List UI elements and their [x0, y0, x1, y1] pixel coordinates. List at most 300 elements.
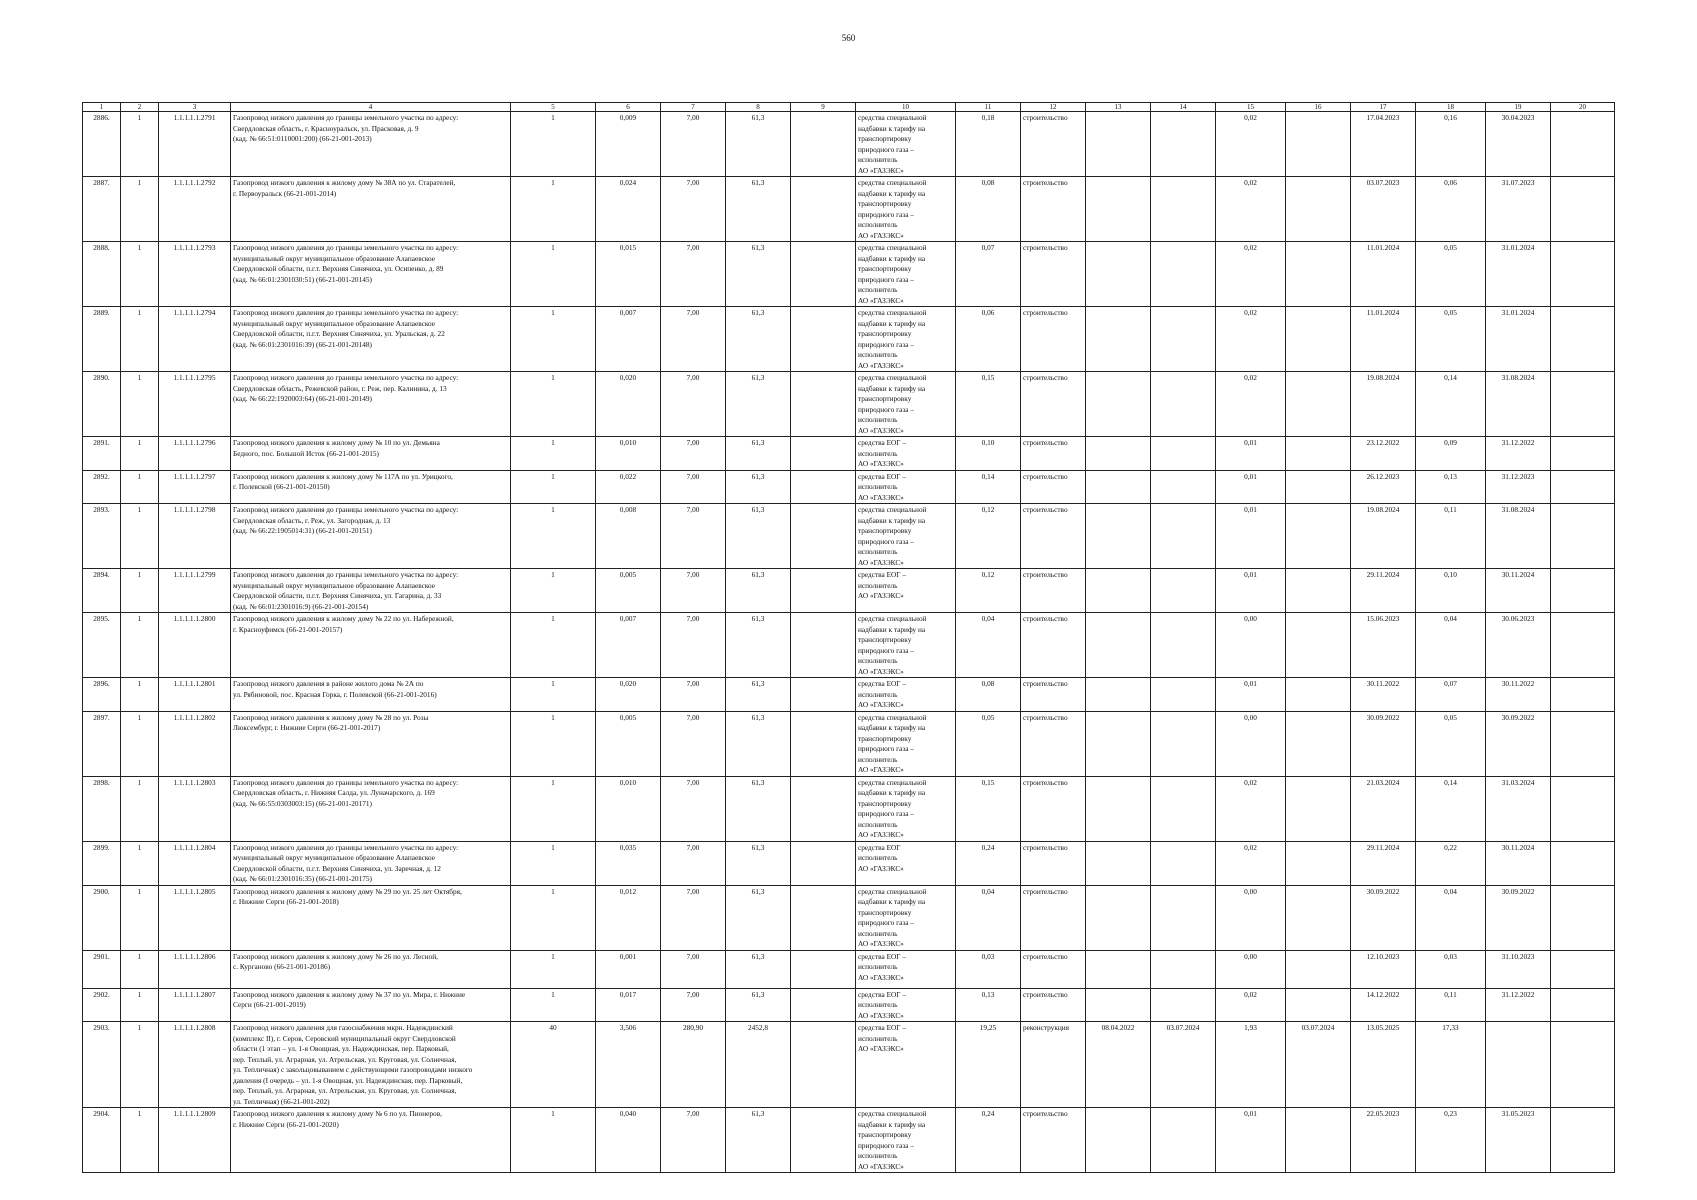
description-cell: Газопровод низкого давления к жилому дому № 26 по ул. Лесной, с. Курганово (66-21-001-20186): [231, 950, 511, 988]
header-row: [83, 103, 1615, 112]
commission-date-cell: 21.03.2024: [1351, 776, 1416, 841]
row-number-cell: 2904.: [83, 1108, 121, 1173]
col9-cell: [791, 177, 856, 242]
col20-cell: [1551, 372, 1615, 437]
col15-cell: 0,00: [1216, 613, 1286, 678]
col9-cell: [791, 504, 856, 569]
col15-cell: 0,00: [1216, 950, 1286, 988]
end-date-cell: [1151, 504, 1216, 569]
start-date-cell: [1086, 678, 1151, 712]
table-row: [83, 112, 1615, 177]
diameter-cell: 7,00: [661, 613, 726, 678]
funding-source-cell: средства ЕОГ – исполнитель АО «ГАЗЭКС»: [856, 470, 956, 504]
col15-cell: 0,00: [1216, 885, 1286, 950]
start-date-cell: [1086, 950, 1151, 988]
commission-date-cell: 22.05.2023: [1351, 1108, 1416, 1173]
col9-cell: [791, 1022, 856, 1108]
col9-cell: [791, 885, 856, 950]
diameter-cell: 7,00: [661, 470, 726, 504]
completion-date-cell: 31.12.2022: [1486, 988, 1551, 1022]
funding-source-cell: средства специальной надбавки к тарифу на транспортировку природного газа – исполнитель АО «ГАЗЭКС»: [856, 776, 956, 841]
col15-cell: 0,01: [1216, 437, 1286, 471]
col15-cell: 0,01: [1216, 504, 1286, 569]
length-cell: 0,024: [596, 177, 661, 242]
commission-date-cell: 12.10.2023: [1351, 950, 1416, 988]
description-cell: Газопровод низкого давления до границы земельного участка по адресу: муниципальный округ муниципальное образование Алапаевское Свердловской области, п.г.т. Верхняя Синячиха, ул. Заречная, д. 12 (кад. № 66:01:2301016:35) (66-21-001-20175): [231, 841, 511, 885]
funding-source-cell: средства ЕОГ исполнитель АО «ГАЗЭКС»: [856, 841, 956, 885]
work-type-cell: строительство: [1021, 711, 1086, 776]
end-date-cell: [1151, 470, 1216, 504]
col15-cell: 0,01: [1216, 569, 1286, 613]
completion-date-cell: 31.08.2024: [1486, 504, 1551, 569]
quantity-cell: 1: [511, 242, 596, 307]
col18-cell: 0,04: [1416, 885, 1486, 950]
col18-cell: 0,05: [1416, 307, 1486, 372]
column-header: 14: [1151, 103, 1216, 112]
funding-source-cell: средства ЕОГ – исполнитель АО «ГАЗЭКС»: [856, 1022, 956, 1108]
work-type-cell: строительство: [1021, 177, 1086, 242]
col16-cell: [1286, 437, 1351, 471]
col2-cell: 1: [121, 242, 159, 307]
completion-date-cell: 31.01.2024: [1486, 307, 1551, 372]
completion-date-cell: 30.11.2024: [1486, 569, 1551, 613]
description-cell: Газопровод низкого давления до границы земельного участка по адресу: Свердловская область, г. Нижняя Салда, ул. Луначарского, д. 169 (кад. № 66:55:0303003:15) (66-21-001-20171): [231, 776, 511, 841]
funding-source-cell: средства специальной надбавки к тарифу на транспортировку природного газа – исполнитель АО «ГАЗЭКС»: [856, 504, 956, 569]
diameter-cell: 7,00: [661, 885, 726, 950]
commission-date-cell: 13.05.2025: [1351, 1022, 1416, 1108]
code-cell: 1.1.1.1.1.2806: [159, 950, 231, 988]
col9-cell: [791, 1108, 856, 1173]
completion-date-cell: 30.06.2023: [1486, 613, 1551, 678]
column-header: 17: [1351, 103, 1416, 112]
column-header: 7: [661, 103, 726, 112]
completion-date-cell: 31.05.2023: [1486, 1108, 1551, 1173]
column-header: 4: [231, 103, 511, 112]
start-date-cell: [1086, 470, 1151, 504]
work-type-cell: строительство: [1021, 1108, 1086, 1173]
col15-cell: 0,01: [1216, 470, 1286, 504]
col18-cell: 0,11: [1416, 988, 1486, 1022]
col2-cell: 1: [121, 950, 159, 988]
work-type-cell: строительство: [1021, 841, 1086, 885]
column-header: 6: [596, 103, 661, 112]
column-header: 13: [1086, 103, 1151, 112]
cost-cell: 0,12: [956, 504, 1021, 569]
table-row: [83, 504, 1615, 569]
diameter-cell: 7,00: [661, 776, 726, 841]
length-cell: 3,506: [596, 1022, 661, 1108]
col2-cell: 1: [121, 885, 159, 950]
code-cell: 1.1.1.1.1.2797: [159, 470, 231, 504]
capacity-cell: 61,3: [726, 569, 791, 613]
row-number-cell: 2901.: [83, 950, 121, 988]
commission-date-cell: 19.08.2024: [1351, 372, 1416, 437]
completion-date-cell: 31.03.2024: [1486, 776, 1551, 841]
quantity-cell: 1: [511, 437, 596, 471]
col20-cell: [1551, 470, 1615, 504]
code-cell: 1.1.1.1.1.2805: [159, 885, 231, 950]
code-cell: 1.1.1.1.1.2803: [159, 776, 231, 841]
col2-cell: 1: [121, 613, 159, 678]
completion-date-cell: 30.11.2024: [1486, 841, 1551, 885]
code-cell: 1.1.1.1.1.2798: [159, 504, 231, 569]
col16-cell: [1286, 1108, 1351, 1173]
col9-cell: [791, 711, 856, 776]
completion-date-cell: 31.12.2022: [1486, 437, 1551, 471]
row-number-cell: 2892.: [83, 470, 121, 504]
capacity-cell: 61,3: [726, 242, 791, 307]
col20-cell: [1551, 988, 1615, 1022]
end-date-cell: [1151, 242, 1216, 307]
row-number-cell: 2900.: [83, 885, 121, 950]
start-date-cell: [1086, 112, 1151, 177]
end-date-cell: [1151, 372, 1216, 437]
table-row: [83, 177, 1615, 242]
end-date-cell: 03.07.2024: [1151, 1022, 1216, 1108]
code-cell: 1.1.1.1.1.2809: [159, 1108, 231, 1173]
work-type-cell: строительство: [1021, 988, 1086, 1022]
code-cell: 1.1.1.1.1.2799: [159, 569, 231, 613]
col20-cell: [1551, 950, 1615, 988]
start-date-cell: [1086, 885, 1151, 950]
col20-cell: [1551, 307, 1615, 372]
cost-cell: 0,14: [956, 470, 1021, 504]
completion-date-cell: 30.09.2022: [1486, 885, 1551, 950]
capacity-cell: 61,3: [726, 437, 791, 471]
capacity-cell: 61,3: [726, 776, 791, 841]
quantity-cell: 1: [511, 885, 596, 950]
description-cell: Газопровод низкого давления для газоснабжения мкрн. Надеждинский (комплекс II), г. Серов, Серовский муниципальный округ Свердловской области (1 этап – ул. 1-я Овощная, ул. Надеждинская, пер. Парковый, пер. Теплый, ул. Аграрная, ул. Атрельская, ул. Круговая, ул. Солнечная, ул. Тепличная) с закольцовыванием с действующими газопроводами низкого давления (I очередь – ул. 1-я Овощная, ул. Надеждинская, пер. Парковый, пер. Теплый, ул. Аграрная, ул. Атрельская, ул. Круговая, ул. Солнечная, ул. Тепличная) (66-21-001-202): [231, 1022, 511, 1108]
diameter-cell: 7,00: [661, 112, 726, 177]
commission-date-cell: 14.12.2022: [1351, 988, 1416, 1022]
cost-cell: 0,18: [956, 112, 1021, 177]
diameter-cell: 280,90: [661, 1022, 726, 1108]
commission-date-cell: 30.09.2022: [1351, 885, 1416, 950]
col2-cell: 1: [121, 1022, 159, 1108]
cost-cell: 0,06: [956, 307, 1021, 372]
page-number: 560: [841, 33, 856, 43]
cost-cell: 0,24: [956, 1108, 1021, 1173]
diameter-cell: 7,00: [661, 711, 726, 776]
col9-cell: [791, 613, 856, 678]
commission-date-cell: 29.11.2024: [1351, 569, 1416, 613]
capacity-cell: 61,3: [726, 988, 791, 1022]
row-number-cell: 2899.: [83, 841, 121, 885]
col15-cell: 0,02: [1216, 988, 1286, 1022]
col15-cell: 0,01: [1216, 678, 1286, 712]
col18-cell: 0,06: [1416, 177, 1486, 242]
length-cell: 0,017: [596, 988, 661, 1022]
start-date-cell: [1086, 569, 1151, 613]
column-header: 3: [159, 103, 231, 112]
col2-cell: 1: [121, 112, 159, 177]
length-cell: 0,005: [596, 711, 661, 776]
cost-cell: 0,08: [956, 177, 1021, 242]
length-cell: 0,001: [596, 950, 661, 988]
col15-cell: 0,01: [1216, 1108, 1286, 1173]
work-type-cell: строительство: [1021, 470, 1086, 504]
capacity-cell: 61,3: [726, 470, 791, 504]
end-date-cell: [1151, 841, 1216, 885]
completion-date-cell: 31.07.2023: [1486, 177, 1551, 242]
diameter-cell: 7,00: [661, 569, 726, 613]
col2-cell: 1: [121, 504, 159, 569]
col16-cell: [1286, 841, 1351, 885]
commission-date-cell: 26.12.2023: [1351, 470, 1416, 504]
table-row: [83, 242, 1615, 307]
description-cell: Газопровод низкого давления до границы земельного участка по адресу: Свердловская область, г. Реж, ул. Загородная, д. 13 (кад. № 66:22:1905014:31) (66-21-001-20151): [231, 504, 511, 569]
col18-cell: 0,13: [1416, 470, 1486, 504]
col18-cell: 0,14: [1416, 372, 1486, 437]
row-number-cell: 2887.: [83, 177, 121, 242]
diameter-cell: 7,00: [661, 437, 726, 471]
col9-cell: [791, 242, 856, 307]
description-cell: Газопровод низкого давления к жилому дому № 22 по ул. Набережной, г. Красноуфимск (66-21-001-20157): [231, 613, 511, 678]
description-cell: Газопровод низкого давления к жилому дому № 29 по ул. 25 лет Октября, г. Нижние Серги (66-21-001-2018): [231, 885, 511, 950]
capacity-cell: 61,3: [726, 372, 791, 437]
col15-cell: 0,02: [1216, 112, 1286, 177]
col9-cell: [791, 112, 856, 177]
col20-cell: [1551, 242, 1615, 307]
col15-cell: 0,02: [1216, 242, 1286, 307]
length-cell: 0,015: [596, 242, 661, 307]
description-cell: Газопровод низкого давления к жилому дому № 28 по ул. Розы Люксембург, г. Нижние Серги (66-21-001-2017): [231, 711, 511, 776]
column-header: 10: [856, 103, 956, 112]
end-date-cell: [1151, 112, 1216, 177]
capacity-cell: 61,3: [726, 841, 791, 885]
code-cell: 1.1.1.1.1.2793: [159, 242, 231, 307]
start-date-cell: [1086, 1108, 1151, 1173]
capacity-cell: 61,3: [726, 177, 791, 242]
quantity-cell: 40: [511, 1022, 596, 1108]
col20-cell: [1551, 1022, 1615, 1108]
col2-cell: 1: [121, 711, 159, 776]
work-type-cell: строительство: [1021, 307, 1086, 372]
funding-source-cell: средства специальной надбавки к тарифу на транспортировку природного газа – исполнитель АО «ГАЗЭКС»: [856, 112, 956, 177]
description-cell: Газопровод низкого давления до границы земельного участка по адресу: Свердловская область, г. Красноуральск, ул. Прасковая, д. 9 (кад. № 66:51:0110001:200) (66-21-001-2013): [231, 112, 511, 177]
col16-cell: [1286, 885, 1351, 950]
description-cell: Газопровод низкого давления к жилому дому № 37 по ул. Мира, г. Нижние Серги (66-21-001-2019): [231, 988, 511, 1022]
length-cell: 0,007: [596, 613, 661, 678]
work-type-cell: строительство: [1021, 504, 1086, 569]
quantity-cell: 1: [511, 1108, 596, 1173]
col20-cell: [1551, 841, 1615, 885]
col18-cell: 0,23: [1416, 1108, 1486, 1173]
col15-cell: 0,02: [1216, 841, 1286, 885]
col15-cell: 0,02: [1216, 372, 1286, 437]
start-date-cell: [1086, 437, 1151, 471]
code-cell: 1.1.1.1.1.2802: [159, 711, 231, 776]
col15-cell: 0,02: [1216, 307, 1286, 372]
col20-cell: [1551, 678, 1615, 712]
start-date-cell: [1086, 841, 1151, 885]
capacity-cell: 61,3: [726, 307, 791, 372]
length-cell: 0,012: [596, 885, 661, 950]
row-number-cell: 2896.: [83, 678, 121, 712]
data-table: [82, 102, 1615, 1173]
funding-source-cell: средства специальной надбавки к тарифу на транспортировку природного газа – исполнитель АО «ГАЗЭКС»: [856, 242, 956, 307]
col16-cell: [1286, 470, 1351, 504]
funding-source-cell: средства специальной надбавки к тарифу на транспортировку природного газа – исполнитель АО «ГАЗЭКС»: [856, 613, 956, 678]
table-row: [83, 711, 1615, 776]
cost-cell: 19,25: [956, 1022, 1021, 1108]
cost-cell: 0,13: [956, 988, 1021, 1022]
col18-cell: 0,05: [1416, 711, 1486, 776]
description-cell: Газопровод низкого давления к жилому дому № 38А по ул. Старателей, г. Первоуральск (66-21-001-2014): [231, 177, 511, 242]
col16-cell: [1286, 711, 1351, 776]
col20-cell: [1551, 504, 1615, 569]
commission-date-cell: 30.09.2022: [1351, 711, 1416, 776]
table-row: [83, 988, 1615, 1022]
work-type-cell: строительство: [1021, 885, 1086, 950]
column-header: 11: [956, 103, 1021, 112]
length-cell: 0,005: [596, 569, 661, 613]
description-cell: Газопровод низкого давления до границы земельного участка по адресу: муниципальный округ муниципальное образование Алапаевское Свердловской области, п.г.т. Верхняя Синячиха, ул. Осипенко, д. 89 (кад. № 66:01:2301030:51) (66-21-001-20145): [231, 242, 511, 307]
col18-cell: 0,14: [1416, 776, 1486, 841]
column-header: 20: [1551, 103, 1615, 112]
col20-cell: [1551, 885, 1615, 950]
table-row: [83, 841, 1615, 885]
end-date-cell: [1151, 307, 1216, 372]
col16-cell: [1286, 613, 1351, 678]
cost-cell: 0,10: [956, 437, 1021, 471]
length-cell: 0,040: [596, 1108, 661, 1173]
col18-cell: 0,16: [1416, 112, 1486, 177]
cost-cell: 0,07: [956, 242, 1021, 307]
col18-cell: 0,22: [1416, 841, 1486, 885]
end-date-cell: [1151, 437, 1216, 471]
description-cell: Газопровод низкого давления до границы земельного участка по адресу: муниципальный округ муниципальное образование Алапаевское Свердловской области, п.г.т. Верхняя Синячиха, ул. Уральская, д. 22 (кад. № 66:01:2301016:39) (66-21-001-20148): [231, 307, 511, 372]
code-cell: 1.1.1.1.1.2792: [159, 177, 231, 242]
cost-cell: 0,12: [956, 569, 1021, 613]
column-header: 1: [83, 103, 121, 112]
description-cell: Газопровод низкого давления к жилому дому № 117А по ул. Урицкого, г. Полевской (66-21-001-20150): [231, 470, 511, 504]
table-row: [83, 613, 1615, 678]
row-number-cell: 2886.: [83, 112, 121, 177]
completion-date-cell: 31.08.2024: [1486, 372, 1551, 437]
quantity-cell: 1: [511, 776, 596, 841]
table-row: [83, 372, 1615, 437]
diameter-cell: 7,00: [661, 1108, 726, 1173]
start-date-cell: [1086, 776, 1151, 841]
row-number-cell: 2894.: [83, 569, 121, 613]
col20-cell: [1551, 613, 1615, 678]
cost-cell: 0,15: [956, 776, 1021, 841]
table-row: [83, 437, 1615, 471]
col16-cell: [1286, 112, 1351, 177]
col16-cell: [1286, 950, 1351, 988]
table-row: [83, 470, 1615, 504]
col16-cell: [1286, 307, 1351, 372]
cost-cell: 0,24: [956, 841, 1021, 885]
col18-cell: 0,11: [1416, 504, 1486, 569]
col9-cell: [791, 678, 856, 712]
col9-cell: [791, 372, 856, 437]
code-cell: 1.1.1.1.1.2795: [159, 372, 231, 437]
description-cell: Газопровод низкого давления к жилому дому № 6 по ул. Пионеров, г. Нижние Серги (66-21-001-2020): [231, 1108, 511, 1173]
col18-cell: 17,33: [1416, 1022, 1486, 1108]
diameter-cell: 7,00: [661, 678, 726, 712]
col16-cell: [1286, 177, 1351, 242]
column-header: 2: [121, 103, 159, 112]
col2-cell: 1: [121, 776, 159, 841]
end-date-cell: [1151, 1108, 1216, 1173]
end-date-cell: [1151, 711, 1216, 776]
funding-source-cell: средства специальной надбавки к тарифу на транспортировку природного газа – исполнитель АО «ГАЗЭКС»: [856, 885, 956, 950]
work-type-cell: строительство: [1021, 242, 1086, 307]
col20-cell: [1551, 112, 1615, 177]
quantity-cell: 1: [511, 504, 596, 569]
start-date-cell: [1086, 177, 1151, 242]
completion-date-cell: 31.10.2023: [1486, 950, 1551, 988]
column-header: 15: [1216, 103, 1286, 112]
end-date-cell: [1151, 569, 1216, 613]
end-date-cell: [1151, 776, 1216, 841]
row-number-cell: 2890.: [83, 372, 121, 437]
cost-cell: 0,05: [956, 711, 1021, 776]
col18-cell: 0,09: [1416, 437, 1486, 471]
completion-date-cell: [1486, 1022, 1551, 1108]
col2-cell: 1: [121, 470, 159, 504]
code-cell: 1.1.1.1.1.2796: [159, 437, 231, 471]
cost-cell: 0,04: [956, 885, 1021, 950]
col9-cell: [791, 437, 856, 471]
capacity-cell: 61,3: [726, 112, 791, 177]
quantity-cell: 1: [511, 112, 596, 177]
table-row: [83, 885, 1615, 950]
table-row: [83, 776, 1615, 841]
row-number-cell: 2889.: [83, 307, 121, 372]
funding-source-cell: средства ЕОГ – исполнитель АО «ГАЗЭКС»: [856, 678, 956, 712]
description-cell: Газопровод низкого давления до границы земельного участка по адресу: Свердловская область, Режевской район, г. Реж, пер. Калинина, д. 13 (кад. № 66:22:1920003:64) (66-21-001-20149): [231, 372, 511, 437]
col15-cell: 0,00: [1216, 711, 1286, 776]
funding-source-cell: средства ЕОГ – исполнитель АО «ГАЗЭКС»: [856, 437, 956, 471]
diameter-cell: 7,00: [661, 950, 726, 988]
col15-cell: 0,02: [1216, 776, 1286, 841]
length-cell: 0,035: [596, 841, 661, 885]
end-date-cell: [1151, 885, 1216, 950]
column-header: 8: [726, 103, 791, 112]
funding-source-cell: средства специальной надбавки к тарифу на транспортировку природного газа – исполнитель АО «ГАЗЭКС»: [856, 1108, 956, 1173]
completion-date-cell: 30.04.2023: [1486, 112, 1551, 177]
diameter-cell: 7,00: [661, 177, 726, 242]
start-date-cell: [1086, 504, 1151, 569]
start-date-cell: [1086, 307, 1151, 372]
quantity-cell: 1: [511, 307, 596, 372]
end-date-cell: [1151, 678, 1216, 712]
quantity-cell: 1: [511, 470, 596, 504]
quantity-cell: 1: [511, 988, 596, 1022]
table-row: [83, 307, 1615, 372]
column-header: 12: [1021, 103, 1086, 112]
col20-cell: [1551, 1108, 1615, 1173]
funding-source-cell: средства специальной надбавки к тарифу на транспортировку природного газа – исполнитель АО «ГАЗЭКС»: [856, 307, 956, 372]
diameter-cell: 7,00: [661, 841, 726, 885]
col9-cell: [791, 307, 856, 372]
commission-date-cell: 30.11.2022: [1351, 678, 1416, 712]
capacity-cell: 61,3: [726, 678, 791, 712]
col2-cell: 1: [121, 437, 159, 471]
col20-cell: [1551, 569, 1615, 613]
code-cell: 1.1.1.1.1.2794: [159, 307, 231, 372]
row-number-cell: 2898.: [83, 776, 121, 841]
diameter-cell: 7,00: [661, 504, 726, 569]
cost-cell: 0,04: [956, 613, 1021, 678]
diameter-cell: 7,00: [661, 242, 726, 307]
column-header: 18: [1416, 103, 1486, 112]
col16-cell: [1286, 242, 1351, 307]
col16-cell: [1286, 504, 1351, 569]
